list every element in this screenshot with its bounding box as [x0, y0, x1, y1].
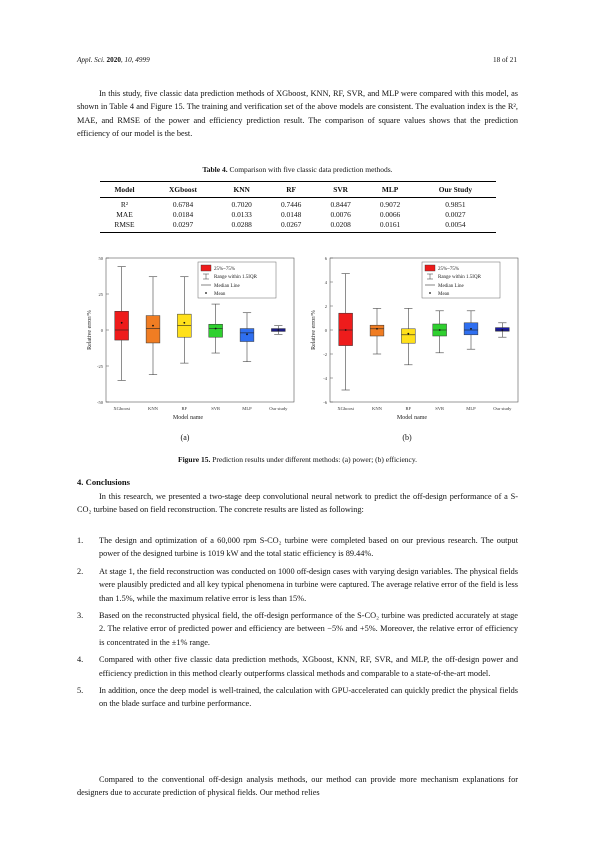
mean-marker: [152, 325, 154, 327]
table-header-row: [100, 182, 496, 198]
y-tick-label: -4: [323, 376, 327, 381]
figure-caption: Figure 15. Prediction results under different methods: (a) power; (b) efficiency.: [177, 455, 418, 464]
efficiency-boxplot: [306, 252, 524, 432]
mean-marker: [246, 333, 248, 335]
y-tick-label: 4: [324, 280, 327, 285]
mean-marker: [470, 328, 472, 330]
conclusion-item: [77, 565, 518, 605]
y-tick-label: 2: [324, 304, 327, 309]
y-axis-label: Relative error/%: [87, 310, 93, 350]
x-tick-label: SVR: [211, 406, 221, 411]
table-cell: 0.0208: [316, 220, 365, 233]
intro-paragraph: In this study, five classic data prediction methods of XGboost, KNN, RF, SVR, and MLP were compared with this model, as shown in Table 4 and Figure 15. The training and verification set of the above models are consistent. The evaluation index is the R², MAE, and RMSE of the power and efficiency prediction result. The comparison of square values shows that the prediction efficiency of our model is the best.: [77, 89, 518, 139]
table-row: [100, 210, 496, 220]
y-tick-label: 6: [324, 256, 327, 261]
legend-whisker-label: Range within 1.5IQR: [214, 275, 257, 280]
legend-mean-swatch: [205, 292, 207, 294]
x-tick-label: KNN: [148, 406, 158, 411]
conclusion-item: [77, 609, 518, 649]
conclusion-item: [77, 534, 518, 561]
table-cell: 0.9072: [379, 200, 401, 209]
y-tick-label: -6: [323, 400, 327, 405]
table-header-cell: Our Study: [415, 182, 496, 198]
panel-b-label: (b): [402, 433, 412, 442]
table-header-cell: KNN: [217, 182, 266, 198]
mean-marker: [277, 329, 279, 331]
conclusion-item: [77, 684, 518, 711]
y-tick-label: 50: [98, 256, 103, 261]
table-cell: 0.0267: [266, 220, 315, 233]
x-axis-label: Model name: [396, 415, 428, 421]
box-rf: [401, 329, 415, 343]
table-cell: 0.0054: [415, 220, 496, 233]
conclusion-text: At stage 1, the field reconstruction was conducted on 1000 off-design cases with varying design variables. The physical fields were plausibly predicted and all key typical phenomena in turbine were captured. The average relative error of the field is less than 1.5%, while the maximum relative error is less than 15%.: [99, 566, 518, 603]
x-tick-label: RF: [181, 406, 188, 411]
legend-box-swatch: [201, 265, 211, 271]
mean-marker: [407, 333, 409, 335]
table-cell: RMSE: [100, 220, 149, 233]
running-header-journal: Appl. Sci. 2020, 10, 4999: [77, 56, 150, 64]
mean-marker: [501, 329, 503, 331]
closing-paragraph: Compared to the conventional off-design analysis methods, our method can provide more mechanism explanations for designers due to accurate prediction of physical fields. Our method relies: [77, 775, 518, 798]
mean-marker: [345, 329, 347, 331]
mean-marker: [121, 322, 123, 324]
legend-box-label: 25%~75%: [438, 267, 460, 272]
y-tick-label: -25: [97, 364, 103, 369]
table-row: [100, 220, 496, 233]
table-cell: 0.6784: [172, 200, 194, 209]
y-tick-label: 0: [100, 328, 103, 333]
table-header-cell: XGboost: [149, 182, 217, 198]
conclusion-text: In addition, once the deep model is well-trained, the calculation with GPU-accelerated can quickly predict the physical fields on the blade surface and turbine performance.: [99, 686, 518, 709]
x-tick-label: XGboost: [337, 406, 354, 411]
conclusion-number: 5.: [77, 686, 84, 696]
page-number: 18 of 21: [493, 56, 517, 64]
panel-a-label: (a): [180, 433, 190, 442]
table-caption: Table 4. Comparison with five classic data prediction methods.: [202, 165, 393, 174]
table-header-cell: MLP: [365, 182, 414, 198]
table-cell: 0.0133: [231, 210, 252, 219]
legend-median-label: Median Line: [214, 284, 240, 289]
conclusion-list: [77, 534, 518, 715]
y-axis-label: Relative error/%: [311, 310, 317, 350]
table-cell: MAE: [116, 210, 133, 219]
x-tick-label: Our study: [269, 406, 288, 411]
legend-median-label: Median Line: [438, 284, 464, 289]
legend-mean-label: Mean: [438, 292, 450, 297]
table-cell: 0.7020: [231, 200, 252, 209]
power-boxplot: [82, 252, 300, 432]
table-cell: R²: [120, 200, 129, 209]
conclusion-item: [77, 653, 518, 680]
conclusion-intro: In this research, we presented a two-stage deep convolutional neural network to predict the off-design performance of a S-CO₂ turbine based on field reconstruction. The concrete results are listed as following:: [77, 492, 518, 515]
conclusion-number: 4.: [77, 655, 84, 665]
table-cell: 0.8447: [330, 200, 351, 209]
table-header-cell: RF: [266, 182, 315, 198]
x-tick-label: XGboost: [113, 406, 130, 411]
box-knn: [370, 325, 384, 336]
mean-marker: [183, 322, 185, 324]
table-header-cell: SVR: [316, 182, 365, 198]
legend-box-swatch: [425, 265, 435, 271]
x-tick-label: RF: [405, 406, 412, 411]
x-tick-label: KNN: [372, 406, 382, 411]
y-tick-label: 0: [324, 328, 327, 333]
conclusion-number: 2.: [77, 566, 84, 576]
conclusion-text: The design and optimization of a 60,000 rpm S-CO₂ turbine were completed based on our previous research. The output power of the designed turbine is 1019 kW and the total static efficiency is 89.44%.: [99, 536, 518, 559]
legend-mean-label: Mean: [214, 292, 226, 297]
box-knn: [146, 316, 160, 343]
table-cell: 0.0288: [217, 220, 266, 233]
conclusion-text: Based on the reconstructed physical field, the off-design performance of the S-CO₂ turbine was predicted accurately at stage 2. The relative error of predicted power and efficiency are between −5% and +5%. Moreover, the relative error of efficiency is concentrated in the ±1% range.: [99, 611, 518, 647]
table-row: [100, 198, 496, 211]
x-tick-label: SVR: [435, 406, 445, 411]
box-svr: [209, 324, 223, 337]
table-cell: 0.0184: [172, 210, 194, 219]
section-heading: 4. Conclusions: [77, 477, 131, 487]
x-tick-label: MLP: [466, 406, 476, 411]
table-cell: 0.0148: [280, 210, 302, 219]
table-cell: 0.9851: [445, 200, 466, 209]
mean-marker: [376, 328, 378, 330]
legend-whisker-label: Range within 1.5IQR: [438, 275, 481, 280]
header-year: 2020: [106, 56, 121, 64]
comparison-table: [100, 181, 496, 233]
mean-marker: [439, 329, 441, 331]
table-cell: 0.7446: [280, 200, 302, 209]
table-cell: 0.0076: [330, 210, 351, 219]
x-tick-label: MLP: [242, 406, 252, 411]
table-cell: 0.0161: [365, 220, 414, 233]
x-tick-label: Our study: [493, 406, 512, 411]
conclusion-number: 1.: [77, 536, 84, 545]
legend-box-label: 25%~75%: [214, 267, 236, 272]
table-header-cell: Model: [100, 182, 149, 198]
y-tick-label: -2: [323, 352, 327, 357]
table-cell: 0.0066: [379, 210, 401, 219]
conclusion-number: 3.: [77, 611, 84, 621]
table-cell: 0.0297: [149, 220, 217, 233]
y-tick-label: -50: [97, 400, 103, 405]
x-axis-label: Model name: [172, 415, 204, 421]
table-cell: 0.0027: [445, 210, 466, 219]
y-tick-label: 25: [98, 292, 103, 297]
legend-mean-swatch: [429, 292, 431, 294]
box-xgboost: [115, 311, 129, 340]
conclusion-text: Compared with other five classic data prediction methods, XGboost, KNN, RF, SVR, and MLP, the off-design power and efficiency prediction in this method clearly outperforms classical methods and comparable to a state-of-the-art model.: [99, 655, 518, 678]
mean-marker: [215, 328, 217, 330]
